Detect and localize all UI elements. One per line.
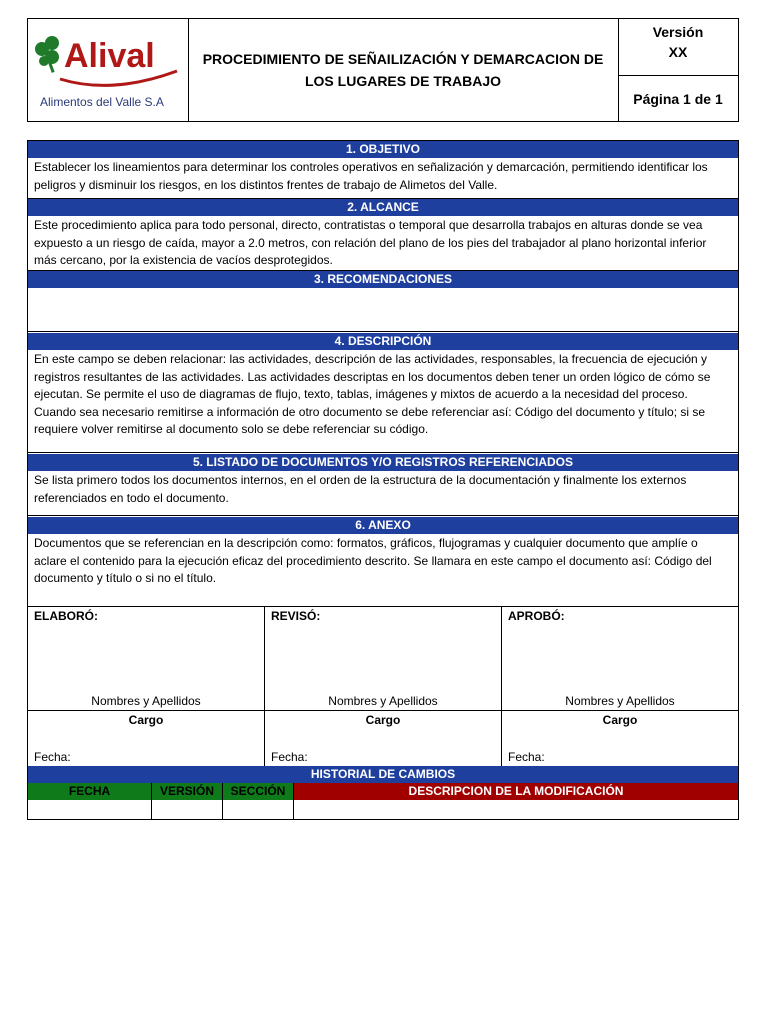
signature-reviso (265, 607, 502, 711)
section-recomendaciones-title: 3. RECOMENDACIONES (28, 271, 738, 288)
signature-names: Nombres y Apellidos (328, 694, 438, 708)
signature-aprobo (502, 607, 738, 711)
version-label: Versión (652, 24, 704, 40)
section-objetivo-text: Establecer los lineamientos para determinar los controles operativos en señalización y demarcación, permitiendo identificar los peligros y disminuir los riesgos, en los distintos frentes de trabajo de Alimetos del Valle. (28, 158, 738, 199)
historial-col-descripcion: DESCRIPCION DE LA MODIFICACIÓN (294, 783, 738, 800)
signature-label: ELABORÓ: (34, 609, 98, 623)
document-title: PROCEDIMIENTO DE SEÑAILIZACIÓN Y DEMARCACION DE LOS LUGARES DE TRABAJO (202, 51, 604, 89)
historial-col-version: VERSIÓN (152, 783, 223, 800)
section-anexo-text: Documentos que se referencian en la descripción como: formatos, gráficos, flujogramas y cualquier documento que amplíe o aclare el contenido para la ejecución eficaz del procedimiento descrito. Se llamara en este campo el documento así: Código del documento y título o si no el título. (28, 534, 738, 607)
section-anexo-title: 6. ANEXO (28, 517, 738, 534)
signature-names: Nombres y Apellidos (91, 694, 201, 708)
title-cell (188, 19, 619, 121)
signature-elaboro (28, 607, 265, 711)
page-number: Página 1 de 1 (633, 90, 723, 107)
historial-title: HISTORIAL DE CAMBIOS (28, 766, 738, 783)
alival-logo (32, 33, 182, 93)
section-objetivo-title: 1. OBJETIVO (28, 141, 738, 158)
fecha-label: Fecha: (508, 750, 545, 764)
fecha-label: Fecha: (34, 750, 71, 764)
clover-icon (35, 36, 59, 73)
signature-elaboro-cargo (28, 711, 265, 766)
cargo-label: Cargo (365, 713, 401, 727)
historial-cell-version (152, 800, 223, 819)
signature-label: APROBÓ: (508, 609, 565, 623)
signature-aprobo-cargo (502, 711, 738, 766)
historial-cell-descripcion (294, 800, 738, 819)
version-cell (618, 19, 738, 76)
section-descripcion-text: En este campo se deben relacionar: las actividades, descripción de las actividades, responsables, la frecuencia de ejecución y registros resultantes de las actividades. Las actividades descriptas en los documentos deben tener un orden lógico de cómo se ejecutan. Se permite el uso de diagramas de flujo, texto, tablas, imágenes y mixtos de acuerdo a la necesidad del proceso. Cuando sea necesario remitirse a información de otro documento se debe referenciar así: Código del documento y título; si se requiere volver remitirse al documento solo se debe referenciar su código. (28, 350, 738, 453)
signature-names: Nombres y Apellidos (565, 694, 675, 708)
section-recomendaciones-text (28, 288, 738, 332)
cargo-label: Cargo (128, 713, 164, 727)
fecha-label: Fecha: (271, 750, 308, 764)
historial-col-seccion: SECCIÓN (223, 783, 294, 800)
logo-cell (28, 19, 189, 121)
logo-subtitle: Alimentos del Valle S.A (40, 95, 164, 109)
historial-col-fecha: FECHA (28, 783, 152, 800)
logo-wordmark: Alival (64, 37, 155, 75)
signature-label: REVISÓ: (271, 609, 321, 623)
signature-reviso-cargo (265, 711, 502, 766)
section-alcance-title: 2. ALCANCE (28, 199, 738, 216)
section-listado-title: 5. LISTADO DE DOCUMENTOS Y/O REGISTROS REFERENCIADOS (28, 454, 738, 471)
section-descripcion-title: 4. DESCRIPCIÓN (28, 333, 738, 350)
section-alcance-text: Este procedimiento aplica para todo personal, directo, contratistas o temporal que desarrolla trabajos en alturas donde se vea expuesto a un riesgo de caída, mayor a 2.0 metros, con relación del plano de los pies del trabajador al plano horizontal inferior más cercano, por la existencia de vacíos desprotegidos. (28, 216, 738, 271)
version-value: XX (668, 44, 688, 60)
procedure-table (27, 140, 739, 820)
section-listado-text: Se lista primero todos los documentos internos, en el orden de la estructura de la documentación y finalmente los externos referenciados en todo el documento. (28, 471, 738, 516)
historial-cell-seccion (223, 800, 294, 819)
document-header (27, 18, 739, 122)
historial-cell-fecha (28, 800, 152, 819)
cargo-label: Cargo (602, 713, 638, 727)
